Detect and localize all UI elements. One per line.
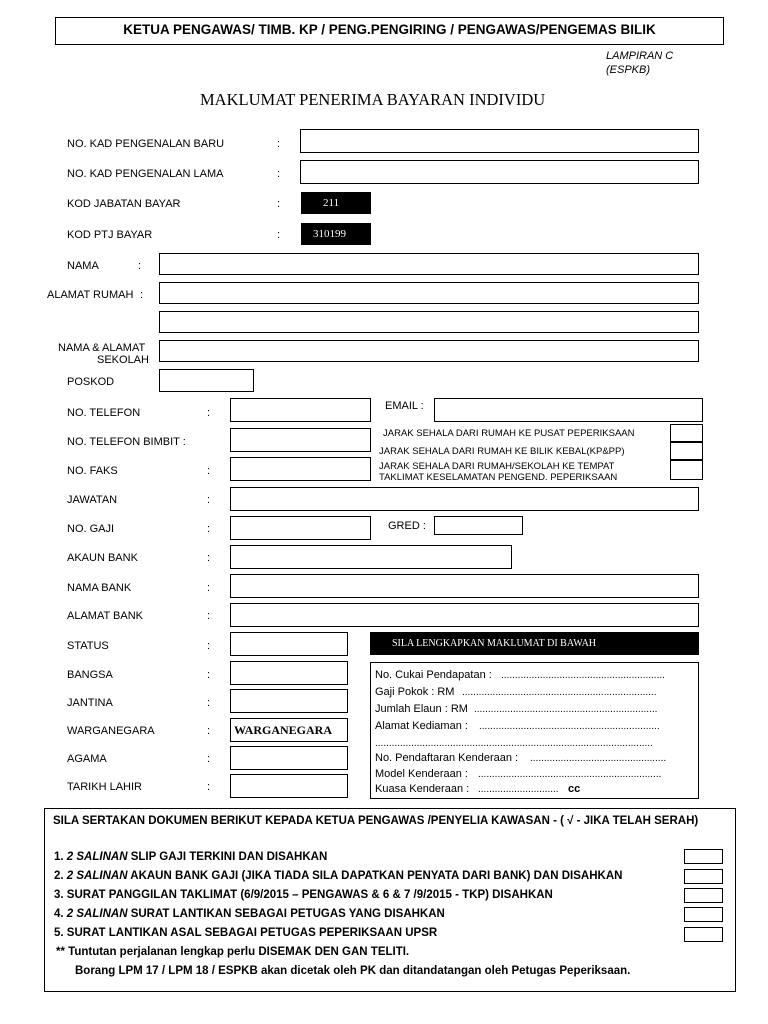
- vehicle-reg-dots: .................................................: [530, 753, 667, 764]
- mobile-label: NO. TELEFON BIMBIT :: [67, 436, 186, 448]
- doc-item-4: [54, 908, 445, 920]
- basic-salary-label: Gaji Pokok : RM: [375, 686, 455, 698]
- doc-item-5-checkbox[interactable]: [684, 927, 723, 942]
- status-field[interactable]: [230, 632, 348, 656]
- position-label: JAWATAN: [67, 494, 118, 506]
- doc-item-4-checkbox[interactable]: [684, 907, 723, 922]
- name-colon: :: [138, 260, 142, 272]
- gender-field[interactable]: [230, 689, 348, 713]
- doc-item-3-num: 3.: [54, 889, 64, 901]
- fax-colon: :: [207, 465, 211, 477]
- bank-address-field[interactable]: [230, 603, 699, 627]
- distance-briefing-field[interactable]: [670, 460, 703, 480]
- birth-date-label: TARIKH LAHIR: [67, 781, 142, 793]
- ic-old-field[interactable]: [300, 160, 699, 184]
- doc-item-5-num: 5.: [54, 927, 64, 939]
- gender-label: JANTINA: [67, 697, 113, 709]
- doc-item-3-text: SURAT PANGGILAN TAKLIMAT (6/9/2015 – PENGAWAS & 6 & 7 /9/2015 - TKP) DISAHKAN: [66, 889, 553, 901]
- status-colon: :: [207, 640, 211, 652]
- distance-exam-center-field[interactable]: [670, 424, 703, 442]
- phone-colon: :: [207, 407, 211, 419]
- religion-colon: :: [207, 753, 211, 765]
- home-address-field-2[interactable]: [159, 311, 699, 333]
- ptj-code-colon: :: [277, 229, 281, 241]
- basic-salary-dots: ......................................................................: [462, 687, 657, 698]
- doc-item-1-checkbox[interactable]: [684, 849, 723, 864]
- race-field[interactable]: [230, 661, 348, 685]
- bank-address-label: ALAMAT BANK: [67, 610, 144, 622]
- vehicle-reg-label: No. Pendaftaran Kenderaan :: [375, 752, 519, 764]
- bank-account-label: AKAUN BANK: [67, 552, 138, 564]
- email-label: EMAIL :: [385, 400, 424, 412]
- phone-field[interactable]: [230, 398, 371, 422]
- bank-account-field[interactable]: [230, 545, 512, 569]
- school-label-line2: SEKOLAH: [97, 354, 149, 366]
- vehicle-model-dots: ..................................................................: [478, 769, 662, 780]
- home-address-label: ALAMAT RUMAH: [47, 289, 134, 301]
- header-title: KETUA PENGAWAS/ TIMB. KP / PENG.PENGIRING / PENGAWAS/PENGEMAS BILIK: [123, 22, 656, 37]
- documents-note-1: ** Tuntutan perjalanan lengkap perlu DISEMAK DEN GAN TELITI.: [56, 946, 410, 958]
- home-address-field-1[interactable]: [159, 282, 699, 304]
- bank-name-field[interactable]: [230, 574, 699, 598]
- doc-item-3: [54, 889, 553, 901]
- doc-item-1-num: 1.: [54, 851, 64, 863]
- race-label: BANGSA: [67, 669, 113, 681]
- annex-code: (ESPKB): [606, 64, 651, 76]
- ic-old-label: NO. KAD PENGENALAN LAMA: [67, 168, 224, 180]
- doc-item-1-copies: 2 SALINAN: [66, 851, 128, 863]
- distance-vault-field[interactable]: [670, 442, 703, 460]
- allowance-dots: ..................................................................: [474, 704, 658, 715]
- ic-old-colon: :: [277, 168, 281, 180]
- annex-label: LAMPIRAN C: [606, 50, 674, 62]
- position-field[interactable]: [230, 487, 699, 511]
- documents-heading: SILA SERTAKAN DOKUMEN BERIKUT KEPADA KETUA PENGAWAS /PENYELIA KAWASAN - ( √ - JIKA TELAH SERAH): [53, 815, 699, 827]
- ic-new-colon: :: [277, 138, 281, 150]
- vehicle-model-label: Model Kenderaan :: [375, 768, 468, 780]
- documents-note-2: Borang LPM 17 / LPM 18 / ESPKB akan dicetak oleh PK dan ditandatangan oleh Petugas Peperiksaan.: [75, 965, 631, 977]
- doc-item-3-checkbox[interactable]: [684, 888, 723, 903]
- bank-name-label: NAMA BANK: [67, 582, 132, 594]
- bank-account-colon: :: [207, 552, 211, 564]
- engine-power-label: Kuasa Kenderaan :: [375, 783, 470, 795]
- salary-no-label: NO. GAJI: [67, 523, 115, 535]
- doc-item-4-text: SURAT LANTIKAN SEBAGAI PETUGAS YANG DISAHKAN: [127, 908, 445, 920]
- fax-field[interactable]: [230, 457, 371, 481]
- engine-power-dots: .............................: [478, 784, 559, 795]
- ic-new-label: NO. KAD PENGENALAN BARU: [67, 138, 225, 150]
- tax-no-dots: ...........................................................: [501, 670, 665, 681]
- tax-no-label: No. Cukai Pendapatan :: [375, 669, 492, 681]
- doc-item-1-text: SLIP GAJI TERKINI DAN DISAHKAN: [127, 851, 328, 863]
- fax-label: NO. FAKS: [67, 465, 118, 477]
- name-field[interactable]: [159, 253, 699, 275]
- distance-vault-label: JARAK SEHALA DARI RUMAH KE BILIK KEBAL(KP&PP): [379, 446, 625, 457]
- ic-new-field[interactable]: [300, 129, 699, 153]
- doc-item-4-num: 4.: [54, 908, 64, 920]
- religion-field[interactable]: [230, 746, 348, 770]
- religion-label: AGAMA: [67, 753, 107, 765]
- dept-code-value: 211: [301, 192, 371, 214]
- bank-address-colon: :: [207, 610, 211, 622]
- grade-field[interactable]: [434, 516, 523, 535]
- doc-item-2: [54, 870, 622, 882]
- doc-item-1: [54, 851, 327, 863]
- residence-dots-1: .................................................................: [479, 721, 660, 732]
- mobile-field[interactable]: [230, 428, 371, 452]
- distance-exam-center-label: JARAK SEHALA DARI RUMAH KE PUSAT PEPERIKSAAN: [383, 428, 635, 439]
- email-field[interactable]: [434, 398, 703, 422]
- phone-label: NO. TELEFON: [67, 407, 141, 419]
- distance-briefing-label-1: JARAK SEHALA DARI RUMAH/SEKOLAH KE TEMPAT: [379, 461, 615, 472]
- grade-label: GRED :: [388, 520, 426, 532]
- residence-dots-2: ....................................................................................................: [375, 738, 653, 749]
- doc-item-5: [54, 927, 437, 939]
- dept-code-label: KOD JABATAN BAYAR: [67, 198, 181, 210]
- birth-date-field[interactable]: [230, 774, 348, 798]
- school-field[interactable]: [159, 340, 699, 362]
- status-label: STATUS: [67, 640, 109, 652]
- doc-item-2-text: AKAUN BANK GAJI (JIKA TIADA SILA DAPATKAN PENYATA DARI BANK) DAN DISAHKAN: [127, 870, 623, 882]
- residence-label: Alamat Kediaman :: [375, 720, 468, 732]
- allowance-label: Jumlah Elaun : RM: [375, 703, 468, 715]
- engine-cc-label: cc: [568, 783, 581, 795]
- salary-no-colon: :: [207, 523, 211, 535]
- doc-item-2-copies: 2 SALINAN: [66, 870, 128, 882]
- bank-name-colon: :: [207, 582, 211, 594]
- race-colon: :: [207, 669, 211, 681]
- doc-item-5-text: SURAT LANTIKAN ASAL SEBAGAI PETUGAS PEPERIKSAAN UPSR: [66, 927, 438, 939]
- form-title: MAKLUMAT PENERIMA BAYARAN INDIVIDU: [200, 90, 546, 109]
- postcode-label: POSKOD: [67, 376, 115, 388]
- doc-item-2-checkbox[interactable]: [684, 869, 723, 884]
- complete-info-banner: SILA LENGKAPKAN MAKLUMAT DI BAWAH: [370, 632, 699, 655]
- school-label-line1: NAMA & ALAMAT: [58, 342, 146, 354]
- position-colon: :: [207, 494, 211, 506]
- distance-briefing-label-2: TAKLIMAT KESELAMATAN PENGEND. PEPERIKSAAN: [379, 472, 618, 483]
- citizenship-field[interactable]: WARGANEGARA: [230, 718, 348, 742]
- doc-item-4-copies: 2 SALINAN: [66, 908, 128, 920]
- home-address-colon: :: [140, 289, 144, 301]
- ptj-code-label: KOD PTJ BAYAR: [67, 229, 153, 241]
- citizenship-colon: :: [207, 725, 211, 737]
- postcode-field[interactable]: [159, 369, 254, 392]
- ptj-code-value: 310199: [301, 223, 371, 245]
- birth-date-colon: :: [207, 781, 211, 793]
- citizenship-label: WARGANEGARA: [67, 725, 155, 737]
- salary-no-field[interactable]: [230, 516, 371, 540]
- gender-colon: :: [207, 697, 211, 709]
- name-label: NAMA: [67, 260, 99, 272]
- doc-item-2-num: 2.: [54, 870, 64, 882]
- dept-code-colon: :: [277, 198, 281, 210]
